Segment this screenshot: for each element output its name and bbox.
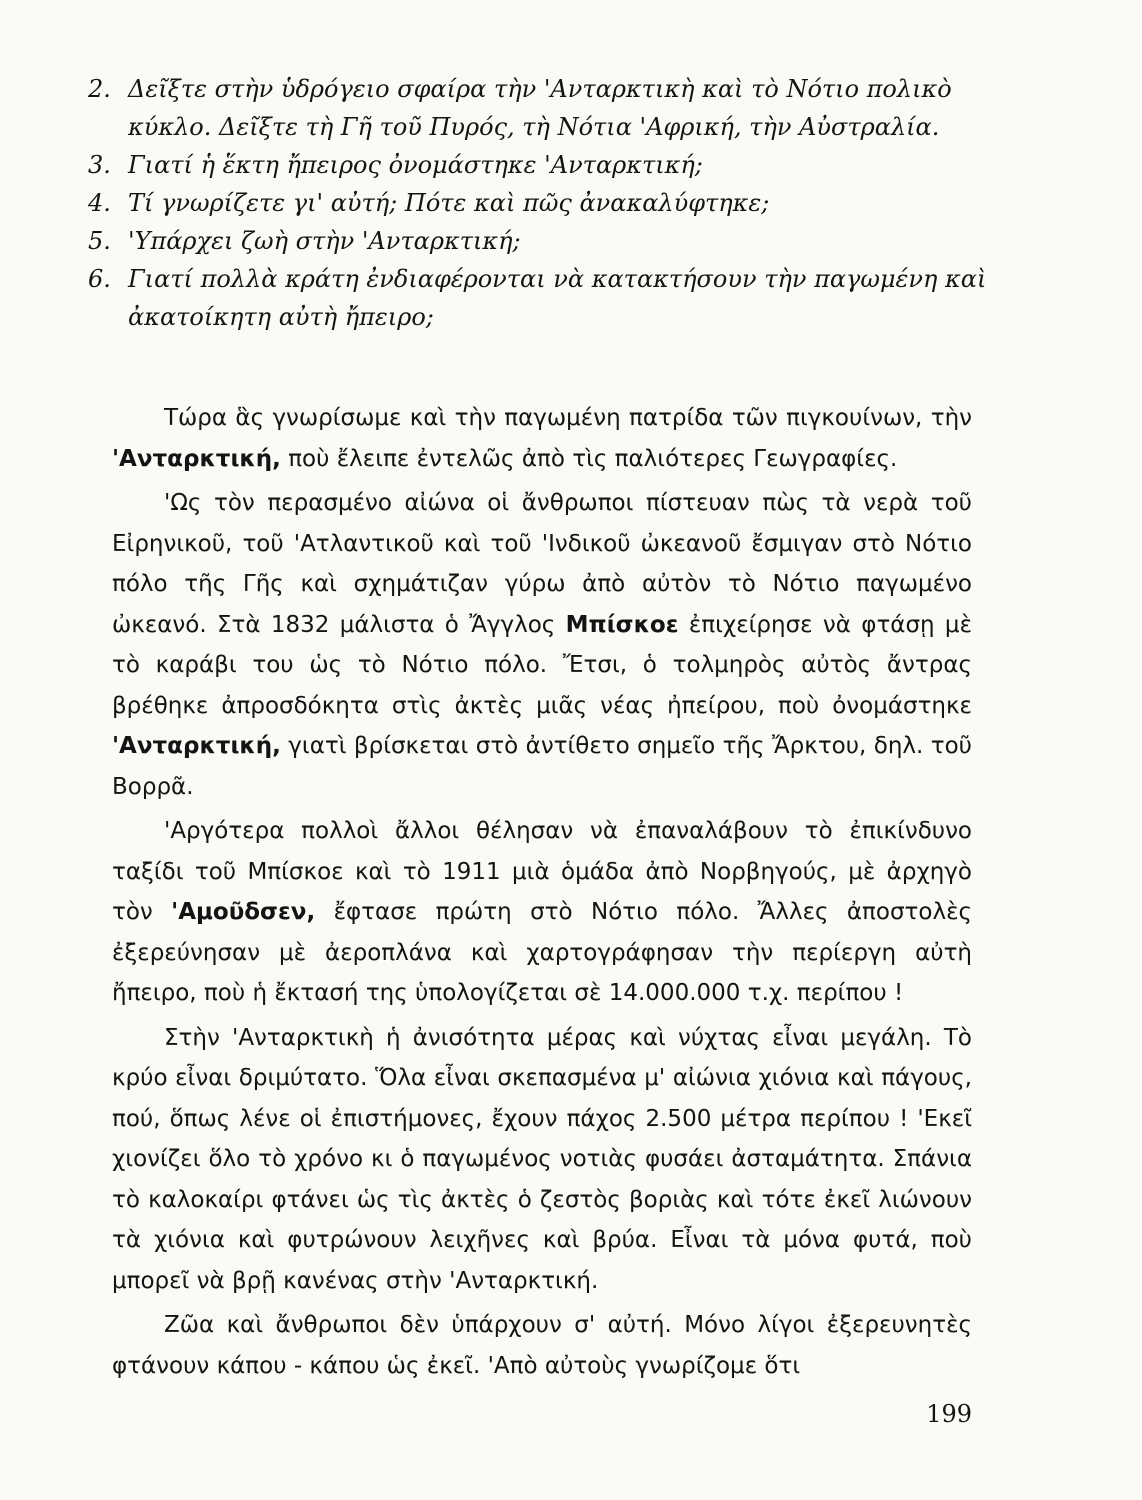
main-text (112, 398, 972, 1386)
text-segment: 'Ως τὸν περασμένο αἰώνα οἱ ἄνθρωποι πίστευαν πὼς τὰ νερὰ τοῦ Εἰρηνικοῦ, τοῦ 'Ατλαντικοῦ καὶ τοῦ 'Ινδικοῦ ὠκεανοῦ ἔσμιγαν στὸ Νότιο πόλο τῆς Γῆς καὶ σχημάτιζαν γύρω ἀπὸ αὐτὸν τὸ Νότιο παγωμένο ὠκεανό. Στὰ 1832 μάλιστα ὁ Ἄγγλος (112, 490, 972, 638)
question-item (88, 70, 988, 146)
review-questions (88, 70, 988, 336)
question-number: 4. (88, 189, 111, 217)
question-text: Τί γνωρίζετε γι' αὐτή; Πότε καὶ πῶς ἀνακαλύφτηκε; (128, 189, 770, 217)
question-text: Γιατί ἡ ἕκτη ἤπειρος ὀνομάστηκε 'Ανταρκτική; (128, 151, 703, 179)
bold-term: 'Ανταρκτική, (112, 445, 281, 472)
text-segment: ἐπιχείρησε νὰ φτάσῃ μὲ τὸ καράβι του ὡς τὸ Νότιο πόλο. Ἔτσι, ὁ τολμηρὸς αὐτὸς ἄντρας βρέθηκε ἀπροσδόκητα στὶς ἀκτὲς μιᾶς νέας ἠπείρου, ποὺ ὀνομάστηκε (112, 611, 972, 719)
page-number: 199 (926, 1400, 972, 1428)
question-number: 5. (88, 227, 111, 255)
bold-term: 'Ανταρκτική, (112, 733, 281, 759)
text-segment: ἔφτασε πρώτη στὸ Νότιο πόλο. Ἄλλες ἀποστολὲς ἐξερεύνησαν μὲ ἀεροπλάνα καὶ χαρτογράφησαν τὴν περίεργη αὐτὴ ἤπειρο, ποὺ ἡ ἔκτασή της ὑπολογίζεται σὲ 14.000.000 τ.χ. περίπου ! (112, 899, 972, 1006)
text-segment: γιατὶ βρίσκεται στὸ ἀντίθετο σημεῖο τῆς Ἄρκτου, δηλ. τοῦ Βορρᾶ. (112, 733, 972, 800)
text-segment: Στὴν 'Ανταρκτικὴ ἡ ἀνισότητα μέρας καὶ νύχτας εἶναι μεγάλη. Τὸ κρύο εἶναι δριμύτατο. Ὅλα εἶναι σκεπασμένα μ' αἰώνια χιόνια καὶ πάγους, πού, ὅπως λένε οἱ ἐπιστήμονες, ἔχουν πάχος 2.500 μέτρα περίπου ! 'Εκεῖ χιονίζει ὅλο τὸ χρόνο κι ὁ παγωμένος νοτιὰς φυσάει ἀσταμάτητα. Σπάνια τὸ καλοκαίρι φτάνει ὡς τὶς ἀκτὲς ὁ ζεστὸς βοριὰς καὶ τότε ἐκεῖ λιώνουν τὰ χιόνια καὶ φυτρώνουν λειχῆνες καὶ βρύα. Εἶναι τὰ μόνα φυτά, ποὺ μπορεῖ νὰ βρῇ κανένας στὴν 'Ανταρκτική. (112, 1024, 972, 1294)
text-segment: Τώρα ἃς γνωρίσωμε καὶ τὴν παγωμένη πατρίδα τῶν πιγκουίνων, τὴν (164, 405, 972, 431)
text-segment: ποὺ ἔλειπε ἐντελῶς ἀπὸ τὶς παλιότερες Γεωγραφίες. (280, 445, 898, 472)
question-text: Δεῖξτε στὴν ὑδρόγειο σφαίρα τὴν 'Ανταρκτικὴ καὶ τὸ Νότιο πολικὸ κύκλο. Δεῖξτε τὴ Γῆ τοῦ Πυρός, τὴ Νότια 'Αφρική, τὴν Αὐστραλία. (128, 75, 952, 141)
paragraph-discovery (112, 483, 972, 807)
question-item (88, 222, 988, 260)
question-number: 6. (88, 265, 111, 293)
text-segment: 'Αργότερα πολλοὶ ἄλλοι θέλησαν νὰ ἐπαναλάβουν τὸ ἐπικίνδυνο ταξίδι τοῦ Μπίσκοε καὶ τὸ 1911 μιὰ ὁμάδα ἀπὸ Νορβηγούς, μὲ ἀρχηγὸ τὸν (112, 818, 972, 925)
bold-term: 'Αμοῦδσεν, (171, 899, 316, 925)
paragraph-climate (112, 1018, 972, 1302)
paragraph-life (112, 1305, 972, 1386)
question-text: 'Υπάρχει ζωὴ στὴν 'Ανταρκτική; (128, 227, 521, 255)
question-number: 3. (88, 151, 111, 179)
question-item (88, 260, 988, 336)
bold-term: Μπίσκοε (565, 611, 679, 638)
question-number: 2. (88, 75, 111, 103)
question-text: Γιατί πολλὰ κράτη ἐνδιαφέρονται νὰ κατακτήσουν τὴν παγωμένη καὶ ἀκατοίκητη αὐτὴ ἤπειρο; (128, 265, 987, 331)
paragraph-expeditions (112, 811, 972, 1014)
paragraph-penguins-homeland (112, 398, 972, 479)
text-segment: Ζῶα καὶ ἄνθρωποι δὲν ὑπάρχουν σ' αὐτή. Μόνο λίγοι ἐξερευνητὲς φτάνουν κάπου - κάπου ὡς ἐκεῖ. 'Απὸ αὐτοὺς γνωρίζομε ὅτι (112, 1312, 972, 1379)
question-item (88, 146, 988, 184)
question-item (88, 184, 988, 222)
